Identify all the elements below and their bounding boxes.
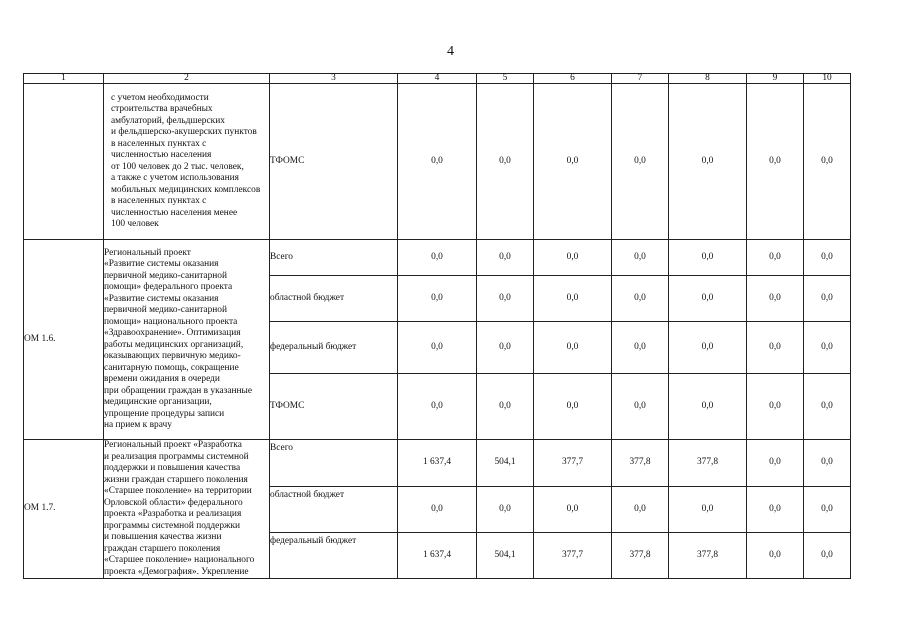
header-row	[24, 74, 851, 84]
value-cell: 0,0	[477, 322, 534, 374]
value-cell: 0,0	[747, 322, 804, 374]
description-cell: с учетом необходимости строительства врачебных амбулаторий, фельдшерских и фельдшерско-акушерских пунктов в населенных пунктах с численностью населения от 100 человек до 2 тыс. человек, а также с учетом использования мобильных медицинских комплексов в населенных пунктах с численностью населения менее 100 человек	[104, 84, 270, 240]
value-cell: 0,0	[534, 374, 612, 440]
value-cell: 0,0	[477, 240, 534, 276]
value-cell: 0,0	[804, 84, 851, 240]
table-row	[24, 440, 851, 487]
value-cell: 0,0	[804, 374, 851, 440]
col-header: 10	[804, 74, 851, 84]
col-header: 9	[747, 74, 804, 84]
value-cell: 0,0	[804, 440, 851, 487]
value-cell: 0,0	[747, 440, 804, 487]
value-cell: 0,0	[747, 84, 804, 240]
col-header: 1	[24, 74, 104, 84]
col-header: 5	[477, 74, 534, 84]
value-cell: 0,0	[747, 532, 804, 578]
value-cell: 1 637,4	[398, 532, 477, 578]
value-cell: 0,0	[747, 240, 804, 276]
value-cell: 0,0	[398, 84, 477, 240]
value-cell: 377,8	[669, 532, 747, 578]
value-cell: 0,0	[669, 276, 747, 322]
value-cell: 0,0	[477, 374, 534, 440]
value-cell: 0,0	[804, 240, 851, 276]
value-cell: 0,0	[669, 374, 747, 440]
value-cell: 377,8	[669, 440, 747, 487]
code-cell: ОМ 1.7.	[24, 440, 104, 579]
col-header: 8	[669, 74, 747, 84]
value-cell: 0,0	[669, 84, 747, 240]
value-cell: 0,0	[398, 240, 477, 276]
table-row	[24, 84, 851, 240]
value-cell: 0,0	[669, 487, 747, 533]
value-cell: 0,0	[612, 322, 669, 374]
source-cell: Всего	[270, 240, 398, 276]
value-cell: 0,0	[804, 487, 851, 533]
source-cell: Всего	[270, 440, 398, 487]
value-cell: 0,0	[612, 240, 669, 276]
value-cell: 0,0	[534, 84, 612, 240]
value-cell: 377,8	[612, 440, 669, 487]
source-cell: ТФОМС	[270, 374, 398, 440]
value-cell: 377,7	[534, 440, 612, 487]
value-cell: 0,0	[534, 322, 612, 374]
value-cell: 0,0	[612, 276, 669, 322]
description-cell: Региональный проект «Разработка и реализация программы системной поддержки и повышения качества жизни граждан старшего поколения «Старшее поколение» на территории Орловской области» федерального проекта «Разработка и реализация программы системной поддержки и повышения качества жизни граждан старшего поколения «Старшее поколение» национального проекта «Демография». Укрепление	[104, 440, 270, 579]
col-header: 7	[612, 74, 669, 84]
value-cell: 0,0	[804, 532, 851, 578]
value-cell: 0,0	[804, 276, 851, 322]
value-cell: 0,0	[477, 276, 534, 322]
col-header: 3	[270, 74, 398, 84]
code-cell: ОМ 1.6.	[24, 240, 104, 440]
source-cell: областной бюджет	[270, 487, 398, 533]
value-cell: 0,0	[398, 374, 477, 440]
value-cell: 377,8	[612, 532, 669, 578]
budget-table	[23, 73, 851, 579]
code-cell	[24, 84, 104, 240]
value-cell: 0,0	[804, 322, 851, 374]
page-number: 4	[447, 44, 454, 59]
value-cell: 504,1	[477, 440, 534, 487]
source-cell: федеральный бюджет	[270, 322, 398, 374]
value-cell: 0,0	[669, 240, 747, 276]
source-cell: ТФОМС	[270, 84, 398, 240]
value-cell: 0,0	[534, 240, 612, 276]
col-header: 2	[104, 74, 270, 84]
source-cell: федеральный бюджет	[270, 532, 398, 578]
value-cell: 377,7	[534, 532, 612, 578]
value-cell: 0,0	[534, 276, 612, 322]
value-cell: 0,0	[612, 374, 669, 440]
source-cell: областной бюджет	[270, 276, 398, 322]
value-cell: 0,0	[477, 84, 534, 240]
value-cell: 0,0	[669, 322, 747, 374]
value-cell: 1 637,4	[398, 440, 477, 487]
value-cell: 0,0	[612, 487, 669, 533]
value-cell: 0,0	[747, 487, 804, 533]
value-cell: 0,0	[398, 276, 477, 322]
col-header: 6	[534, 74, 612, 84]
value-cell: 0,0	[612, 84, 669, 240]
value-cell: 0,0	[747, 276, 804, 322]
value-cell: 0,0	[534, 487, 612, 533]
description-cell: Региональный проект «Развитие системы оказания первичной медико-санитарной помощи» федерального проекта «Развитие системы оказания первичной медико-санитарной помощи» национального проекта «Здравоохранение». Оптимизация работы медицинских организаций, оказывающих первичную медико- санитарную помощь, сокращение времени ожидания в очереди при обращении граждан в указанные медицинские организации, упрощение процедуры записи на прием к врачу	[104, 240, 270, 440]
value-cell: 0,0	[747, 374, 804, 440]
table-row	[24, 240, 851, 276]
col-header: 4	[398, 74, 477, 84]
value-cell: 0,0	[477, 487, 534, 533]
value-cell: 0,0	[398, 322, 477, 374]
value-cell: 0,0	[398, 487, 477, 533]
value-cell: 504,1	[477, 532, 534, 578]
